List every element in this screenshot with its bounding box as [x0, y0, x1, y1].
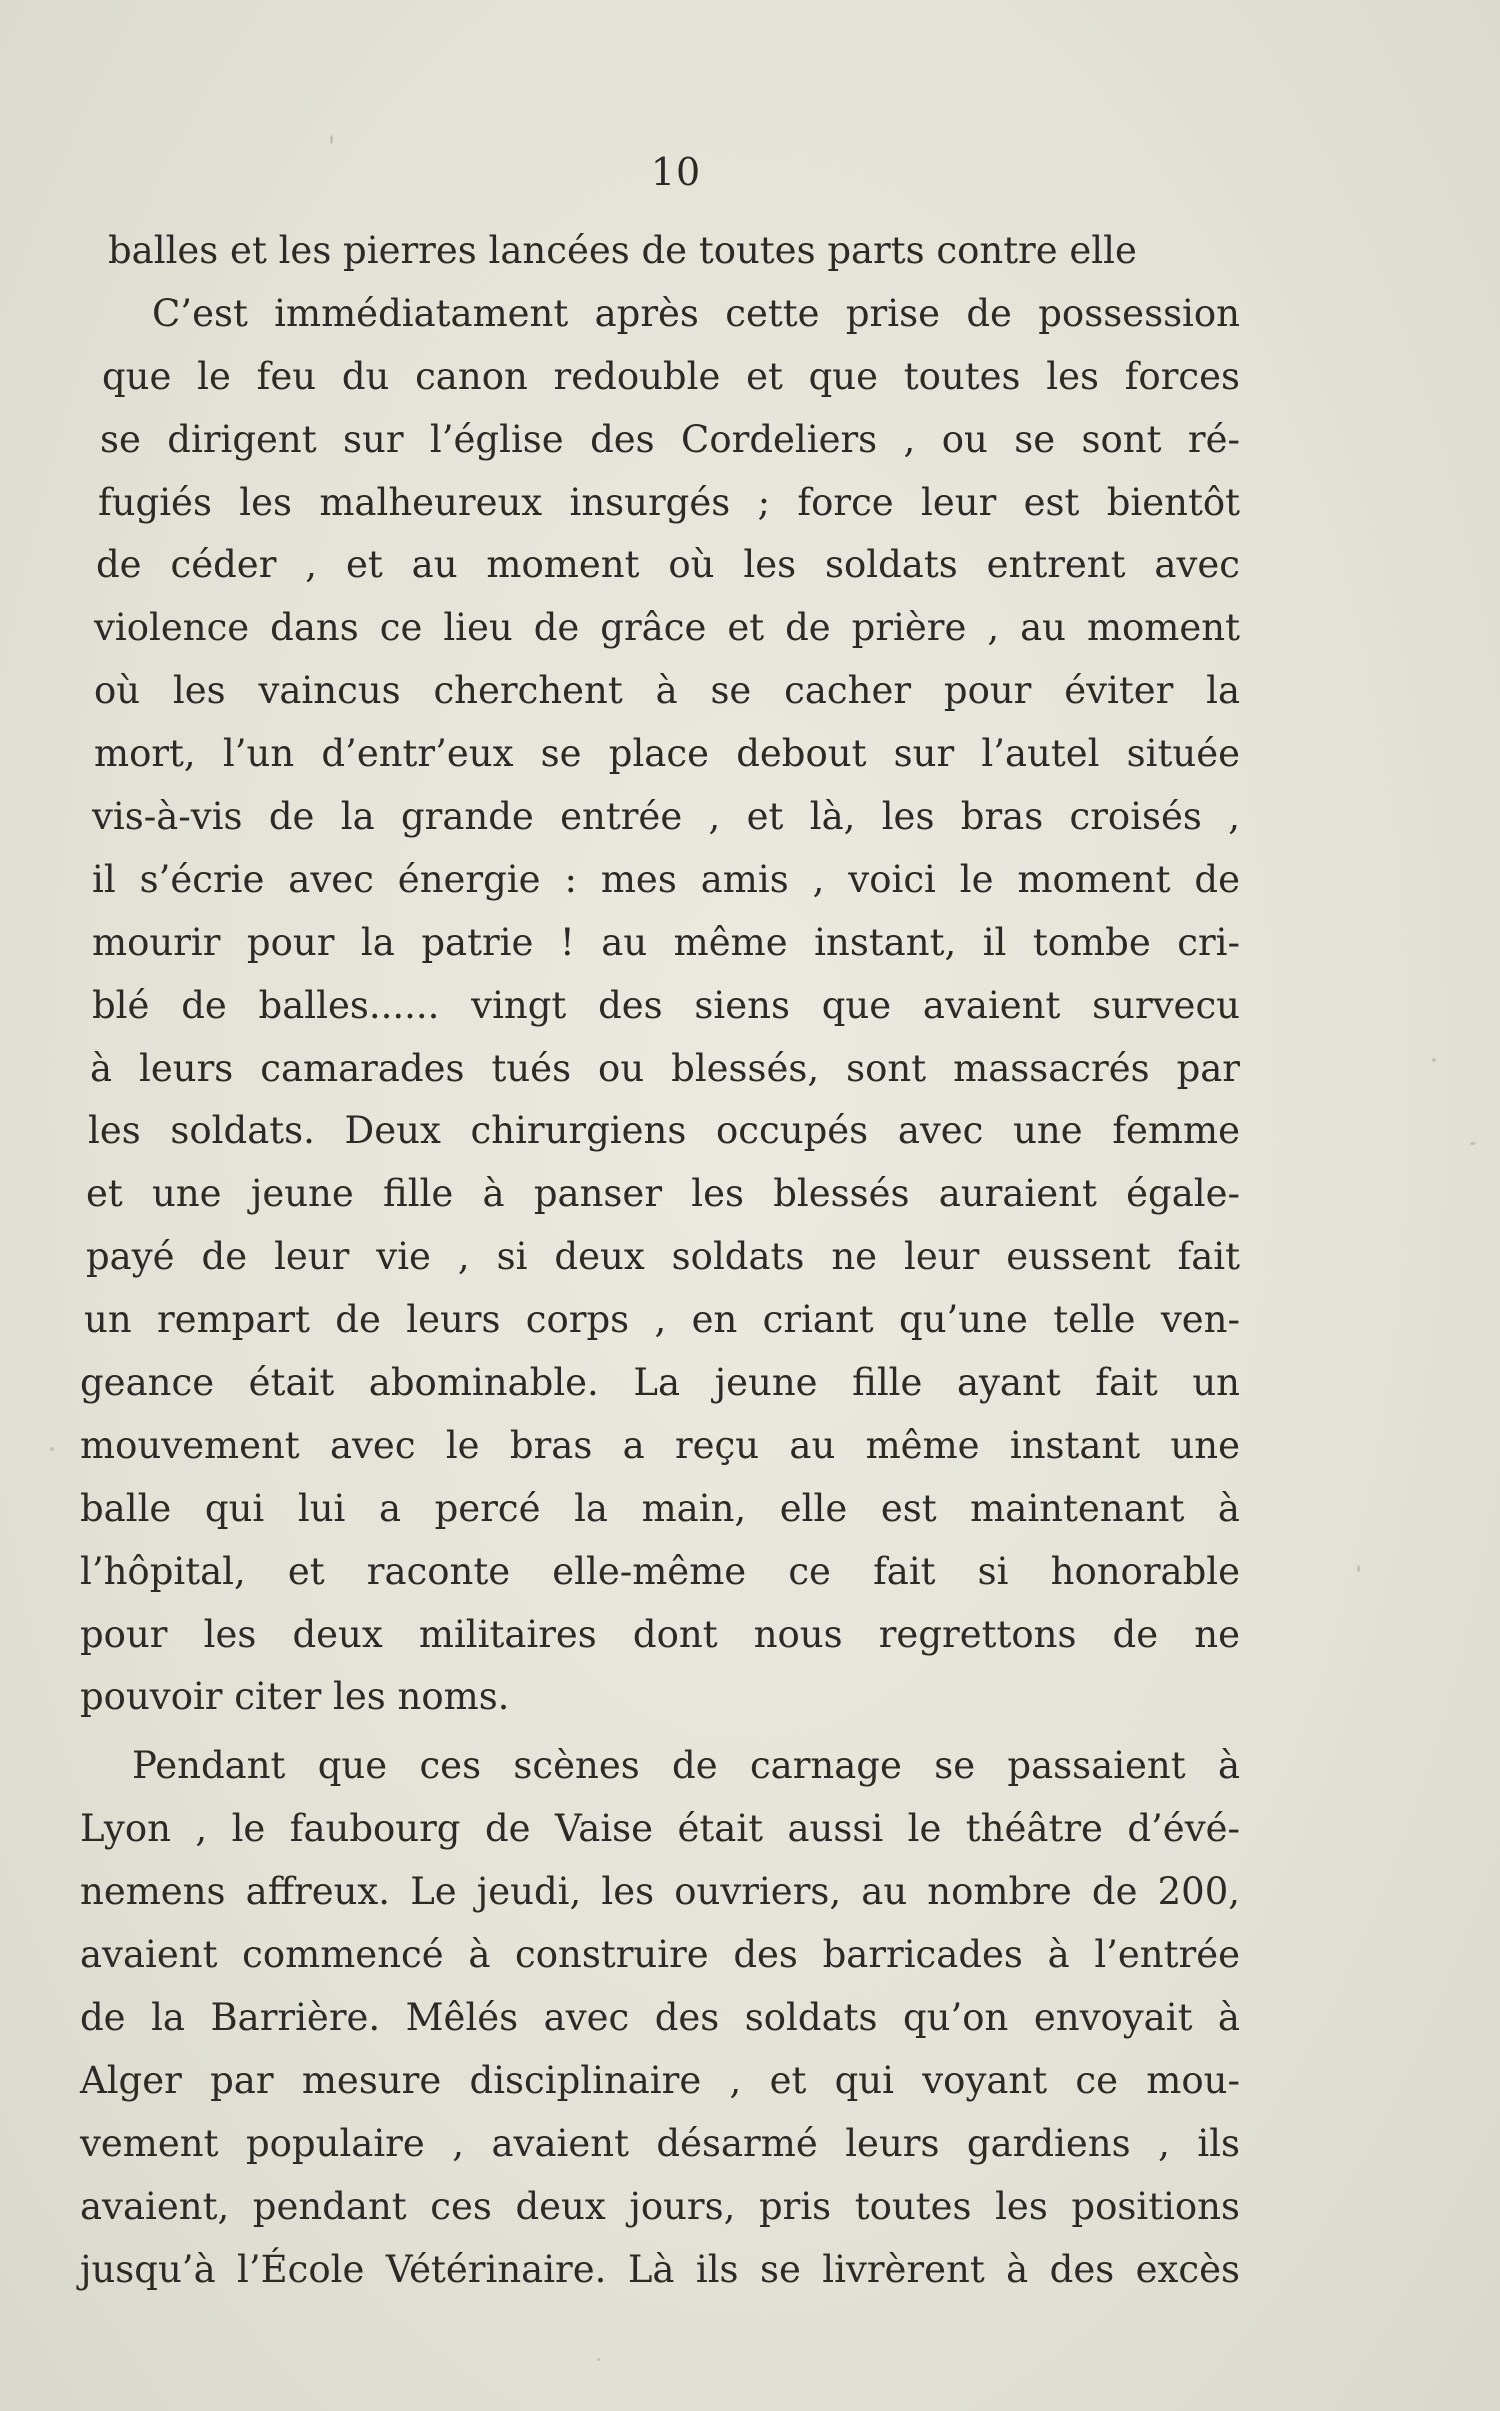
paper-speck: [1432, 1058, 1436, 1062]
paper-speck: [597, 2358, 600, 2361]
text-line: avaient commencé à construire des barricades à l’entrée: [80, 1933, 1240, 1977]
text-line: vement populaire , avaient désarmé leurs gardiens , ils: [80, 2121, 1240, 2165]
text-line: geance était abominable. La jeune fille ayant fait un: [80, 1361, 1240, 1405]
text-line: Alger par mesure disciplinaire , et qui voyant ce mou-: [80, 2058, 1240, 2102]
text-line: Pendant que ces scènes de carnage se passaient à: [132, 1744, 1240, 1788]
text-line: mourir pour la patrie ! au même instant, il tombe cri-: [92, 920, 1240, 964]
text-line: un rempart de leurs corps , en criant qu’une telle ven-: [84, 1298, 1240, 1342]
text-line: jusqu’à l’École Vétérinaire. Là ils se livrèrent à des excès: [80, 2247, 1240, 2291]
text-line: de la Barrière. Mêlés avec des soldats qu’on envoyait à: [80, 1995, 1240, 2039]
text-line: il s’écrie avec énergie : mes amis , voici le moment de: [92, 857, 1240, 901]
text-line: l’hôpital, et raconte elle-même ce fait si honorable: [80, 1549, 1240, 1593]
paper-speck: [1470, 1142, 1476, 1145]
text-line: balle qui lui a percé la main, elle est maintenant à: [80, 1486, 1240, 1530]
text-line: de céder , et au moment où les soldats entrent avec: [96, 543, 1240, 587]
body-text: [80, 220, 1240, 2301]
text-line: nemens affreux. Le jeudi, les ouvriers, au nombre de 200,: [80, 1870, 1240, 1914]
text-line: et une jeune fille à panser les blessés auraient égale-: [86, 1172, 1240, 1216]
paper-speck: [50, 1447, 54, 1451]
text-line: se dirigent sur l’église des Cordeliers , ou se sont ré-: [100, 417, 1240, 461]
text-line: les soldats. Deux chirurgiens occupés avec une femme: [88, 1109, 1240, 1153]
text-line: pouvoir citer les noms.: [80, 1675, 510, 1719]
text-line: blé de balles...... vingt des siens que avaient survecu: [92, 983, 1240, 1027]
text-line: que le feu du canon redouble et que toutes les forces: [102, 354, 1240, 398]
paper-speck: [330, 135, 333, 144]
text-line: C’est immédiatament après cette prise de possession: [152, 291, 1240, 335]
text-line: pour les deux militaires dont nous regrettons de ne: [80, 1612, 1240, 1656]
text-line: Lyon , le faubourg de Vaise était aussi le théâtre d’évé-: [80, 1807, 1240, 1851]
text-line: payé de leur vie , si deux soldats ne leur eussent fait: [86, 1235, 1240, 1279]
text-line: balles et les pierres lancées de toutes parts contre elle: [108, 229, 1137, 272]
text-line: où les vaincus cherchent à se cacher pour éviter la: [94, 669, 1240, 713]
page-number: 10: [650, 150, 702, 194]
text-line: violence dans ce lieu de grâce et de prière , au moment: [94, 606, 1240, 650]
paper-speck: [1357, 1565, 1360, 1572]
text-line: avaient, pendant ces deux jours, pris toutes les positions: [80, 2184, 1240, 2228]
text-line: vis-à-vis de la grande entrée , et là, les bras croisés ,: [92, 795, 1240, 839]
text-line: mouvement avec le bras a reçu au même instant une: [80, 1423, 1240, 1467]
text-line: à leurs camarades tués ou blessés, sont massacrés par: [90, 1046, 1240, 1090]
text-line: mort, l’un d’entr’eux se place debout sur l’autel située: [94, 732, 1240, 776]
text-line: fugiés les malheureux insurgés ; force leur est bientôt: [98, 480, 1240, 524]
